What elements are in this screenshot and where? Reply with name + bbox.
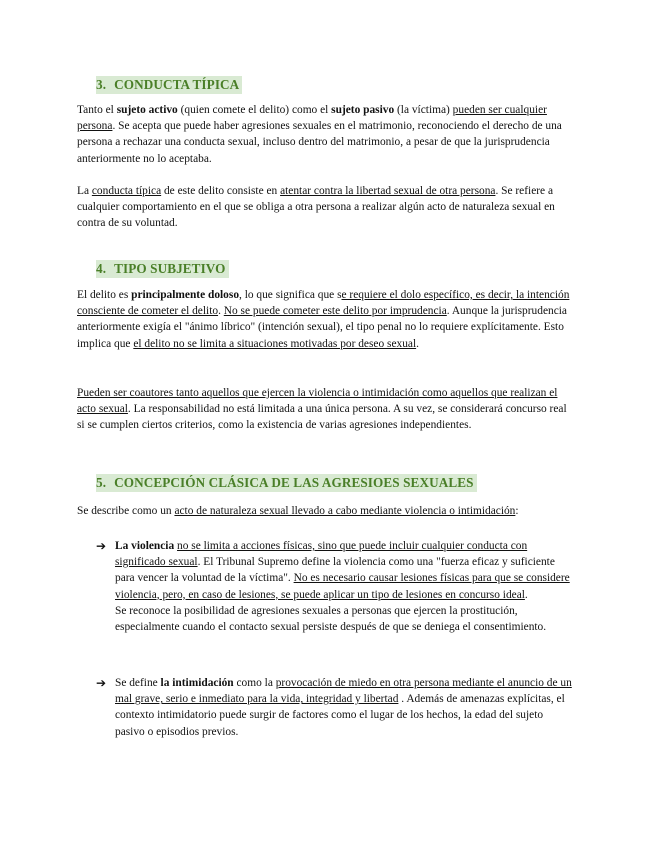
text-run: Se describe como un [77, 505, 175, 517]
text-run: . Además de amenazas explícitas, el contexto intimidatorio puede surgir de factores como el lugar de los hechos, la edad del sujeto pasivo o episodios previos. [115, 693, 565, 738]
bold-la-violencia: La violencia [115, 540, 175, 552]
arrow-bullet-icon: ➔ [96, 676, 107, 690]
bold-sujeto-pasivo: sujeto pasivo [331, 104, 395, 116]
text-run: . La responsabilidad no está limitada a una única persona. A su vez, se considerará concurso real si se cumplen ciertos criterios, como la existencia de varias agresiones independientes. [77, 403, 567, 432]
section-5-heading [96, 474, 477, 492]
underlined-text: No se puede cometer este delito por imprudencia [223, 305, 447, 318]
text-run: (la víctima) [394, 104, 453, 116]
text-run: . [416, 337, 419, 350]
section-4-paragraph-1 [77, 287, 573, 352]
section-4-paragraph-2 [77, 385, 573, 434]
underlined-text: conducta típica [91, 185, 162, 197]
underlined-text: provocación de miedo en otra persona mediante el anuncio de un mal grave, serio e inmediato para la vida, integridad y libertad [115, 677, 572, 706]
bold-la-intimidacion: la intimidación [160, 677, 234, 689]
underlined-text: atentar contra la libertad sexual de otra persona [280, 185, 496, 197]
section-3-title: CONDUCTA TÍPICA [114, 77, 240, 92]
arrow-bullet-icon: ➔ [96, 539, 107, 553]
text-run: . Se refiere a cualquier comportamiento en el que se obliga a otra persona a realizar algún acto de naturaleza sexual en contra de su voluntad. [77, 185, 555, 230]
bold-principalmente-doloso: principalmente doloso [131, 289, 240, 301]
underlined-text: No es necesario causar lesiones físicas para que se considere violencia, pero, en caso de lesiones, se puede aplicar un tipo de lesiones en concurso ideal [115, 572, 570, 601]
text-run: . Se acepta que puede haber agresiones sexuales en el matrimonio, reconociendo el derecho de una persona a rechazar una conducta sexual, incluso dentro del matrimonio, a pesar de que la jurisprudencia anteriormente no lo aceptaba. [77, 120, 562, 165]
section-4-number: 4. [96, 261, 107, 276]
underlined-text: acto de naturaleza sexual llevado a cabo mediante violencia o intimidación [174, 505, 516, 517]
text-run: de este delito consiste en [161, 185, 281, 197]
text-run: : [515, 505, 519, 517]
text-run: como la [233, 677, 276, 689]
section-3-paragraph-2 [77, 183, 573, 232]
text-run: . [524, 588, 528, 601]
section-3-number: 3. [96, 77, 107, 92]
text-run: . El Tribunal Supremo define la violencia como una "fuerza eficaz y suficiente para vencer la voluntad de la víctima". [115, 556, 555, 585]
text-run: . [218, 305, 224, 318]
text-run: El delito es [77, 289, 132, 301]
section-4-heading [96, 260, 229, 278]
underlined-text: pueden ser cualquier persona [77, 104, 547, 133]
text-run: , lo que significa que s [239, 289, 342, 301]
underlined-text: el delito no se limita a situaciones motivadas por deseo sexual [133, 337, 417, 350]
section-3-paragraph-1 [77, 102, 573, 167]
bold-sujeto-activo: sujeto activo [116, 104, 178, 116]
text-run: Se reconoce la posibilidad de agresiones sexuales a personas que ejercen la prostitución, especialmente cuando el contacto sexual persiste después de que se deniega el consentimiento. [115, 604, 547, 634]
section-3-heading [96, 76, 242, 94]
bullet-intimidacion [115, 675, 575, 740]
section-5-number: 5. [96, 475, 107, 490]
text-run: Tanto el [77, 104, 117, 116]
underlined-text: Pueden ser coautores tanto aquellos que ejercen la violencia o intimidación como aquellos que realizan el acto sexual [77, 387, 558, 416]
underlined-text: e requiere el dolo específico, es decir, la intención consciente de cometer el delito [77, 289, 570, 318]
text-run: Se define [115, 677, 161, 689]
bullet-violencia [115, 538, 575, 635]
section-5-intro [77, 503, 573, 519]
underlined-text: no se limita a acciones físicas, sino que puede incluir cualquier conducta con significado sexual [115, 540, 528, 569]
text-run: (quien comete el delito) como el [177, 104, 332, 116]
text-run: . Aunque la jurisprudencia anteriormente exigía el "ánimo líbrico" (intención sexual), el tipo penal no lo requiere explícitamente. Esto implica que [77, 305, 567, 350]
section-4-title: TIPO SUBJETIVO [114, 261, 226, 276]
section-5-title: CONCEPCIÓN CLÁSICA DE LAS AGRESIOES SEXUALES [114, 475, 474, 490]
text-run: La [77, 185, 92, 197]
